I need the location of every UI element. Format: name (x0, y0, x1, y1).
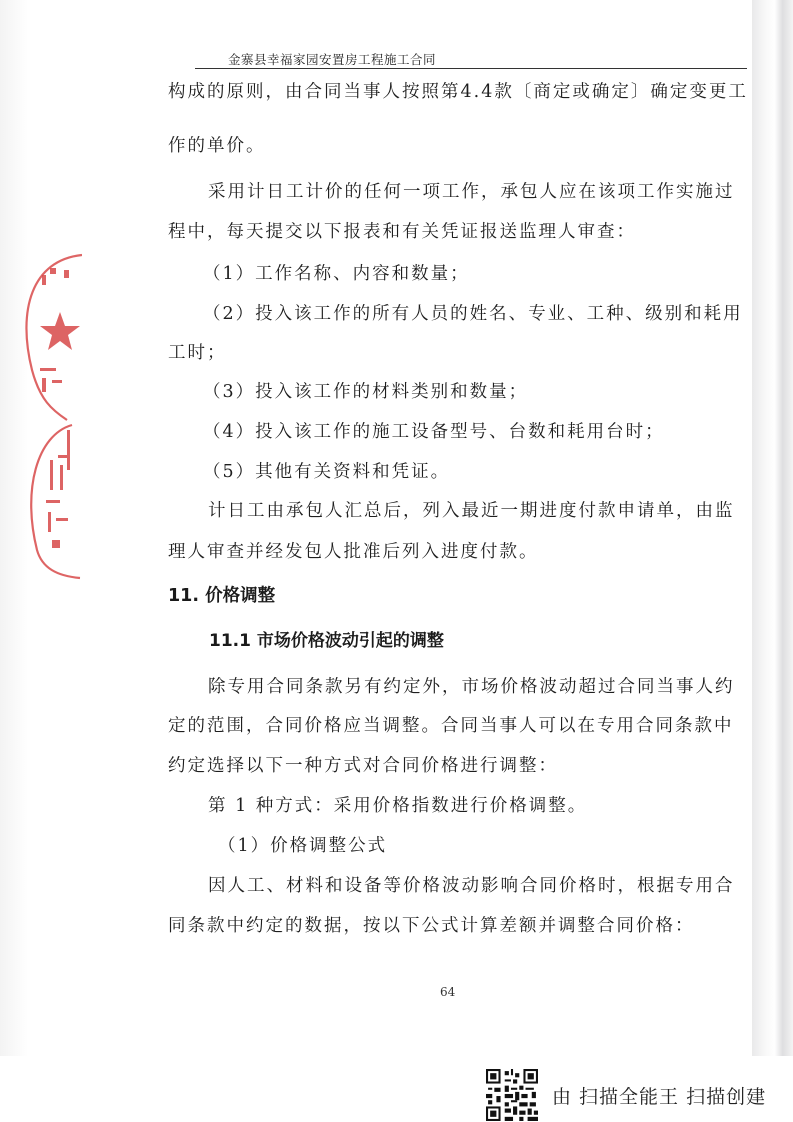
body-line: 定的范围，合同价格应当调整。合同当事人可以在专用合同条款中 (168, 716, 734, 736)
list-item: （2）投入该工作的所有人员的姓名、专业、工种、级别和耗用 (203, 304, 743, 324)
header-rule (195, 68, 747, 69)
list-item: （1）价格调整公式 (218, 836, 388, 856)
page-binding-edge (752, 0, 793, 1060)
body-line: 同条款中约定的数据，按以下公式计算差额并调整合同价格： (168, 916, 695, 936)
body-line: 理人审查并经发包人批准后列入进度付款。 (168, 542, 539, 562)
body-line: 第 1 种方式：采用价格指数进行价格调整。 (208, 796, 588, 816)
scanner-credit: 由 扫描全能王 扫描创建 (552, 1086, 767, 1108)
page-number: 64 (440, 985, 456, 999)
body-line: 除专用合同条款另有约定外，市场价格波动超过合同当事人约 (208, 677, 735, 697)
list-item: （1）工作名称、内容和数量； (203, 264, 470, 284)
body-line: 程中，每天提交以下报表和有关凭证报送监理人审查： (168, 222, 636, 242)
qr-code-icon (486, 1069, 538, 1121)
section-heading: 11. 价格调整 (168, 586, 276, 606)
body-line: 计日工由承包人汇总后，列入最近一期进度付款申请单，由监 (208, 501, 735, 521)
subsection-heading: 11.1 市场价格波动引起的调整 (209, 631, 444, 651)
body-line: 约定选择以下一种方式对合同价格进行调整： (168, 756, 558, 776)
body-line: 作的单价。 (168, 136, 266, 156)
body-line: 因人工、材料和设备等价格波动影响合同价格时，根据专用合 (208, 876, 735, 896)
running-header: 金寨县幸福家园安置房工程施工合同 (228, 52, 437, 67)
seal-stamp-icon (12, 250, 82, 580)
list-item: （4）投入该工作的施工设备型号、台数和耗用台时； (203, 422, 665, 442)
body-line: 采用计日工计价的任何一项工作，承包人应在该项工作实施过 (208, 182, 735, 202)
body-line: 工时； (168, 343, 227, 363)
list-item: （3）投入该工作的材料类别和数量； (203, 382, 529, 402)
list-item: （5）其他有关资料和凭证。 (203, 462, 451, 482)
body-line: 构成的原则，由合同当事人按照第4.4款〔商定或确定〕确定变更工 (168, 82, 748, 102)
